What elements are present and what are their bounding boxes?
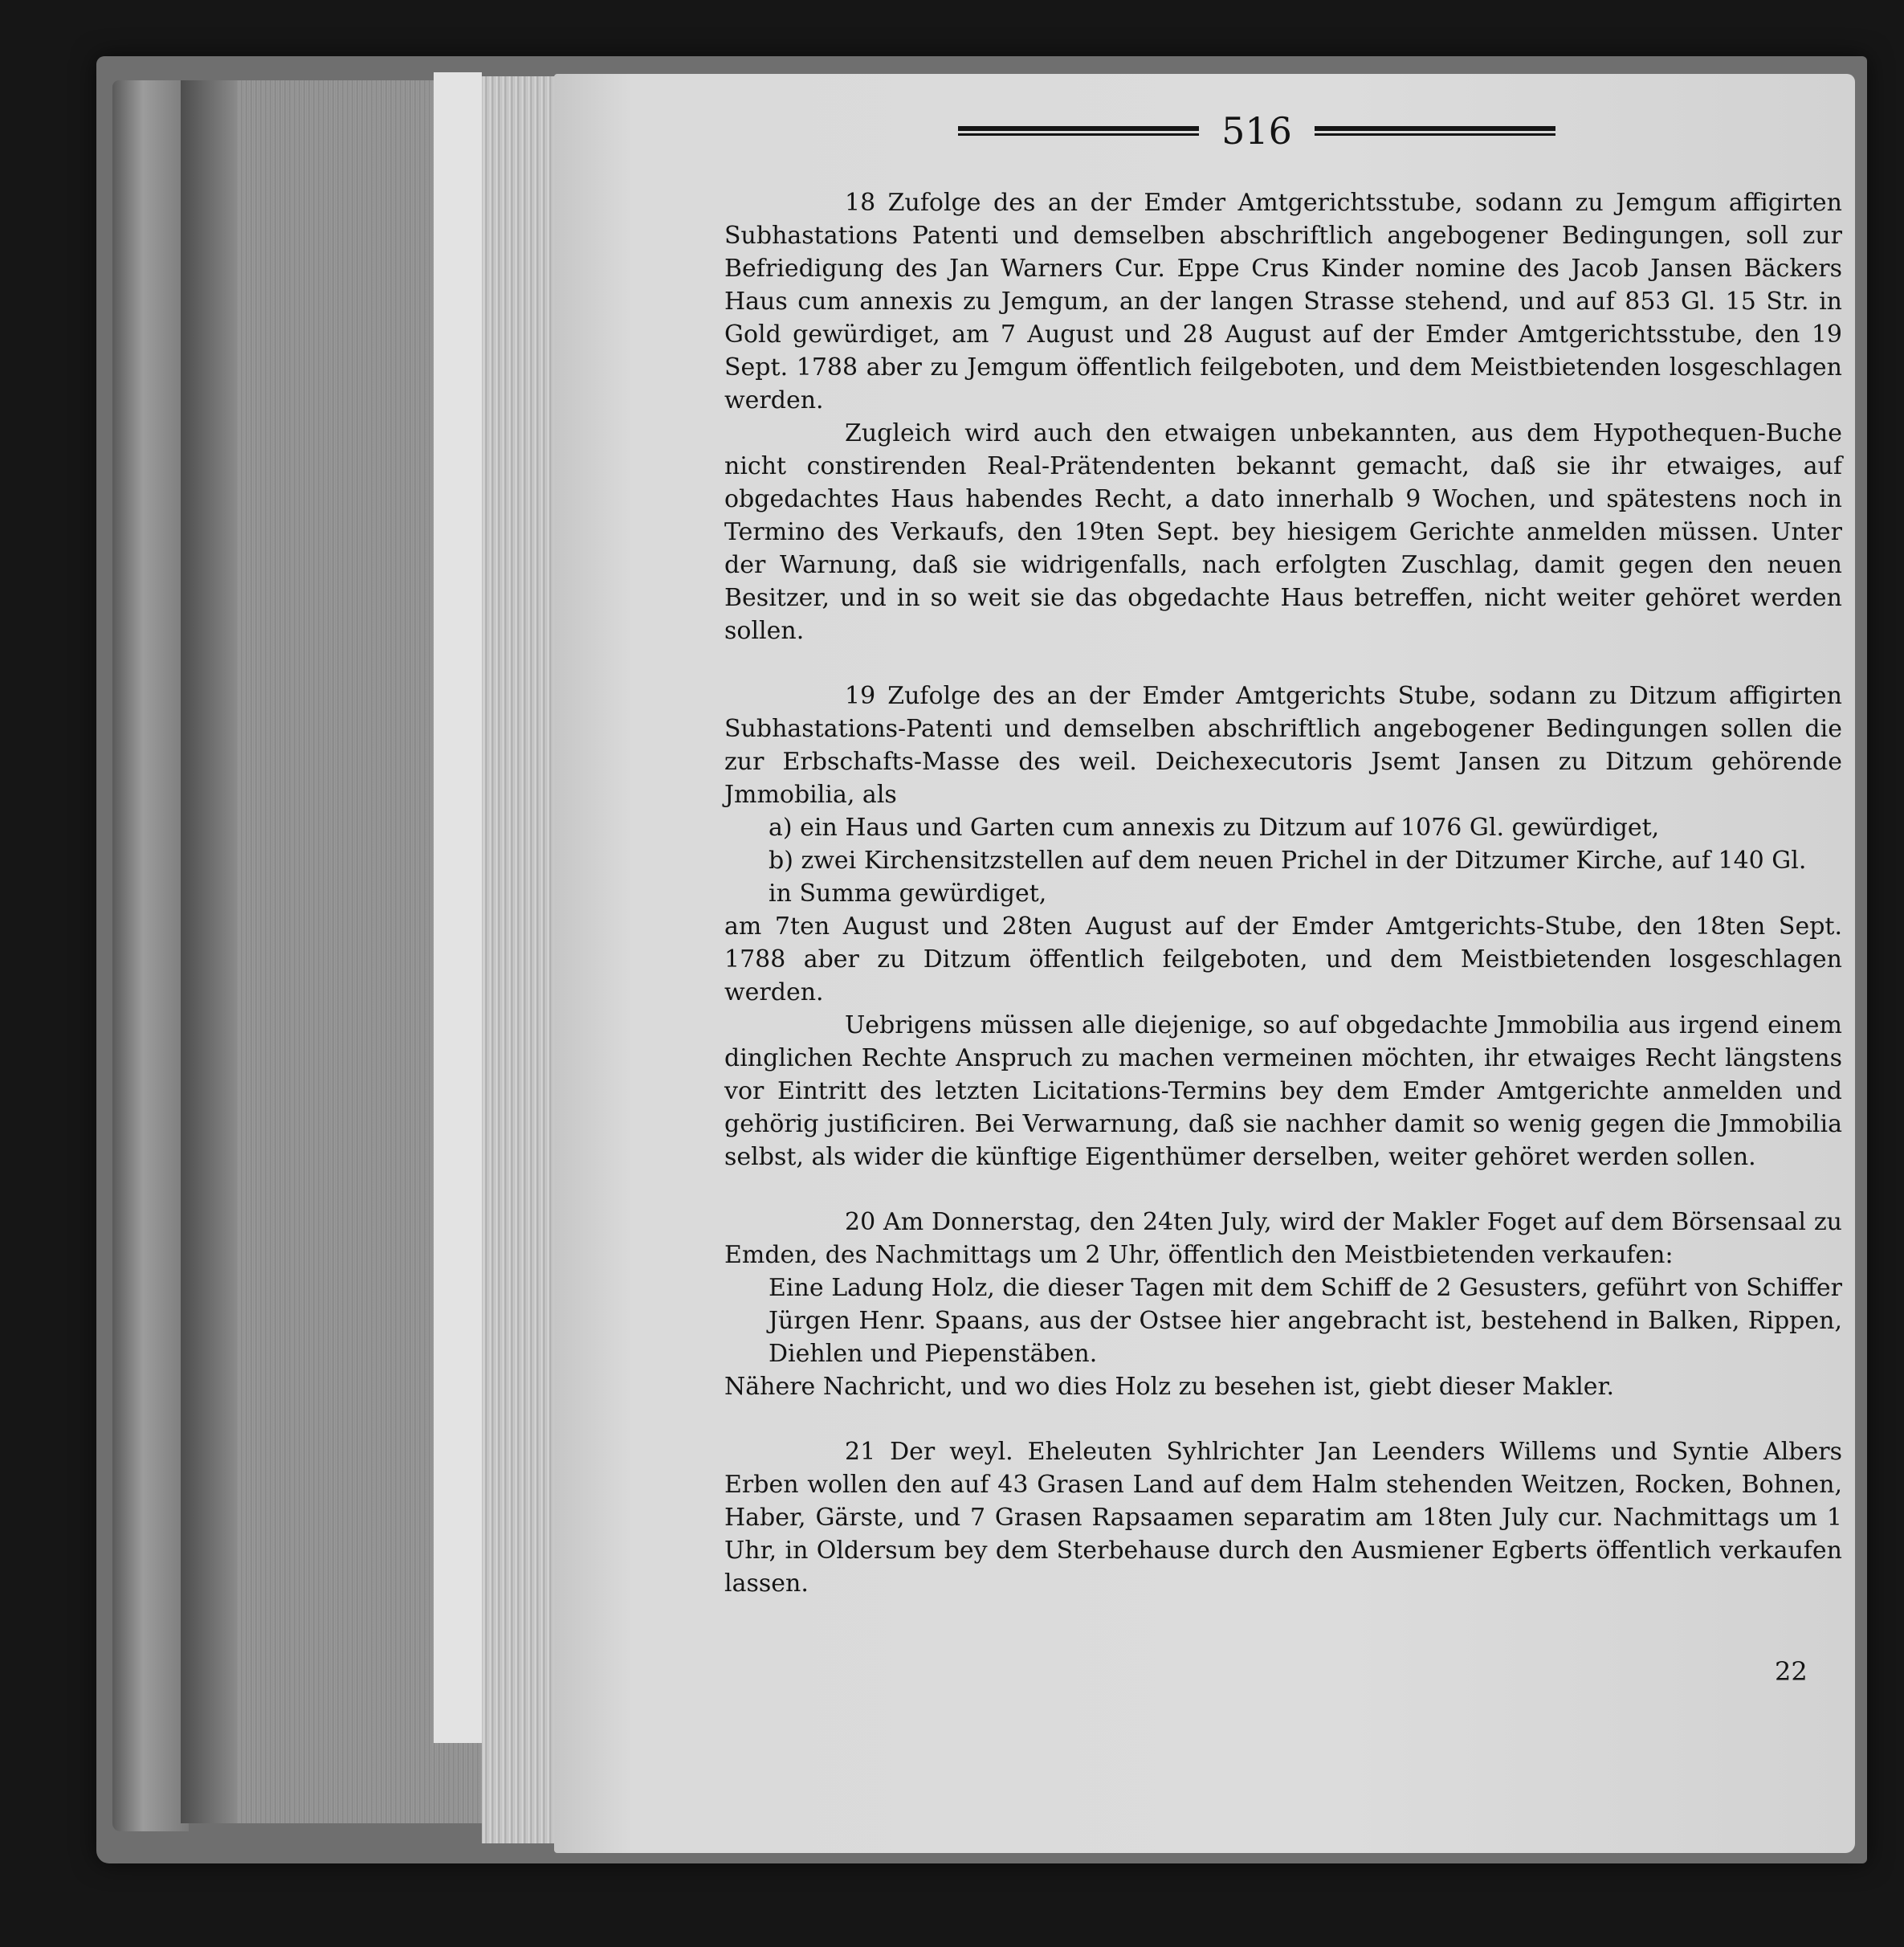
notice-18-paragraph-2: Zugleich wird auch den etwaigen unbekannten, aus dem Hypothequen-Buche nicht constirenden Real-Prätendenten bekannt gemacht, daß sie ihr etwaiges, auf obgedachtes Haus habendes Recht, a dato innerhalb 9 Wochen, und spätestens noch in Termino des Verkaufs, den 19ten Sept. bey hiesigem Gerichte anmelden müssen. Unter der Warnung, daß sie widrigenfalls, nach erfolgten Zuschlag, damit gegen den neuen Besitzer, und in so weit sie das obgedachte Haus betreffen, nicht weiter gehöret werden sollen. [724,419,1842,645]
page-text [724,186,1842,1600]
page-header [944,103,1570,159]
notice-21 [724,1435,1842,1600]
notice-21-paragraph-1: 21 Der weyl. Eheleuten Syhlrichter Jan Leenders Willems und Syntie Albers Erben wollen den auf 43 Grasen Land auf dem Halm stehenden Weitzen, Rocken, Bohnen, Haber, Gärste, und 7 Grasen Rapsaamen separatim am 18ten July cur. Nachmittags um 1 Uhr, in Oldersum bey dem Sterbehause durch den Ausmiener Egberts öffentlich verkaufen lassen. [724,1438,1842,1598]
notice-19-paragraph-1: 19 Zufolge des an der Emder Amtgerichts Stube, sodann zu Ditzum affigirten Subhastations-Patenti und demselben abschriftlich angebogener Bedingungen sollen die zur Erbschafts-Masse des weil. Deichexecutoris Jsemt Jansen zu Ditzum gehörende Jmmobilia, als [724,682,1842,809]
page-edge-highlight [434,72,482,1743]
header-rule-left [958,124,1199,137]
notice-20-paragraph-3: Nähere Nachricht, und wo dies Holz zu besehen ist, giebt dieser Makler. [724,1373,1615,1401]
notice-20 [724,1206,1842,1403]
notice-20-paragraph-2: Eine Ladung Holz, die dieser Tagen mit dem Schiff de 2 Gesusters, geführt von Schiffer Jürgen Henr. Spaans, aus der Ostsee hier angebracht ist, bestehend in Balken, Rippen, Diehlen und Piepenstäben. [769,1274,1842,1368]
book-spine [112,80,189,1831]
page-edges-shadow [181,80,237,1823]
page-number: 516 [1221,109,1292,153]
notice-20-paragraph-1: 20 Am Donnerstag, den 24ten July, wird der Makler Foget auf dem Börsensaal zu Emden, des Nachmittags um 2 Uhr, öffentlich den Meistbietenden verkaufen: [724,1208,1842,1269]
notice-19-item-b: b) zwei Kirchensitzstellen auf dem neuen Prichel in der Ditzumer Kirche, auf 140 Gl. [769,847,1807,875]
catchword: 22 [1775,1656,1808,1687]
notice-19 [724,680,1842,1174]
notice-18-paragraph-1: 18 Zufolge des an der Emder Amtgerichtsstube, sodann zu Jemgum affigirten Subhastations Patenti und demselben abschriftlich angebogener Bedingungen, soll zur Befriedigung des Jan Warners Cur. Eppe Crus Kinder nomine des Jacob Jansen Bäckers Haus cum annexis zu Jemgum, an der langen Strasse stehend, und auf 853 Gl. 15 Str. in Gold gewürdiget, am 7 August und 28 August auf der Emder Amtgerichtsstube, den 19 Sept. 1788 aber zu Jemgum öffentlich feilgeboten, und dem Meistbietenden losgeschlagen werden. [724,189,1842,414]
notice-19-item-a: a) ein Haus und Garten cum annexis zu Ditzum auf 1076 Gl. gewürdiget, [769,814,1660,842]
notice-18 [724,186,1842,647]
notice-19-item-b-continued: in Summa gewürdiget, [769,880,1047,908]
notice-19-paragraph-3: Uebrigens müssen alle diejenige, so auf obgedachte Jmmobilia aus irgend einem dinglichen Rechte Anspruch zu machen vermeinen möchten, ihr etwaiges Recht längstens vor Eintritt des letzten Licitations-Termins bey dem Emder Amtgerichte anmelden und gehörig justificiren. Bei Verwarnung, daß sie nachher damit so wenig gegen die Jmmobilia selbst, als wider die künftige Eigenthümer derselben, weiter gehöret werden sollen. [724,1011,1842,1171]
header-rule-right [1315,124,1555,137]
notice-19-paragraph-2: am 7ten August und 28ten August auf der Emder Amtgerichts-Stube, den 18ten Sept. 1788 aber zu Ditzum öffentlich feilgeboten, und dem Meistbietenden losgeschlagen werden. [724,912,1842,1006]
